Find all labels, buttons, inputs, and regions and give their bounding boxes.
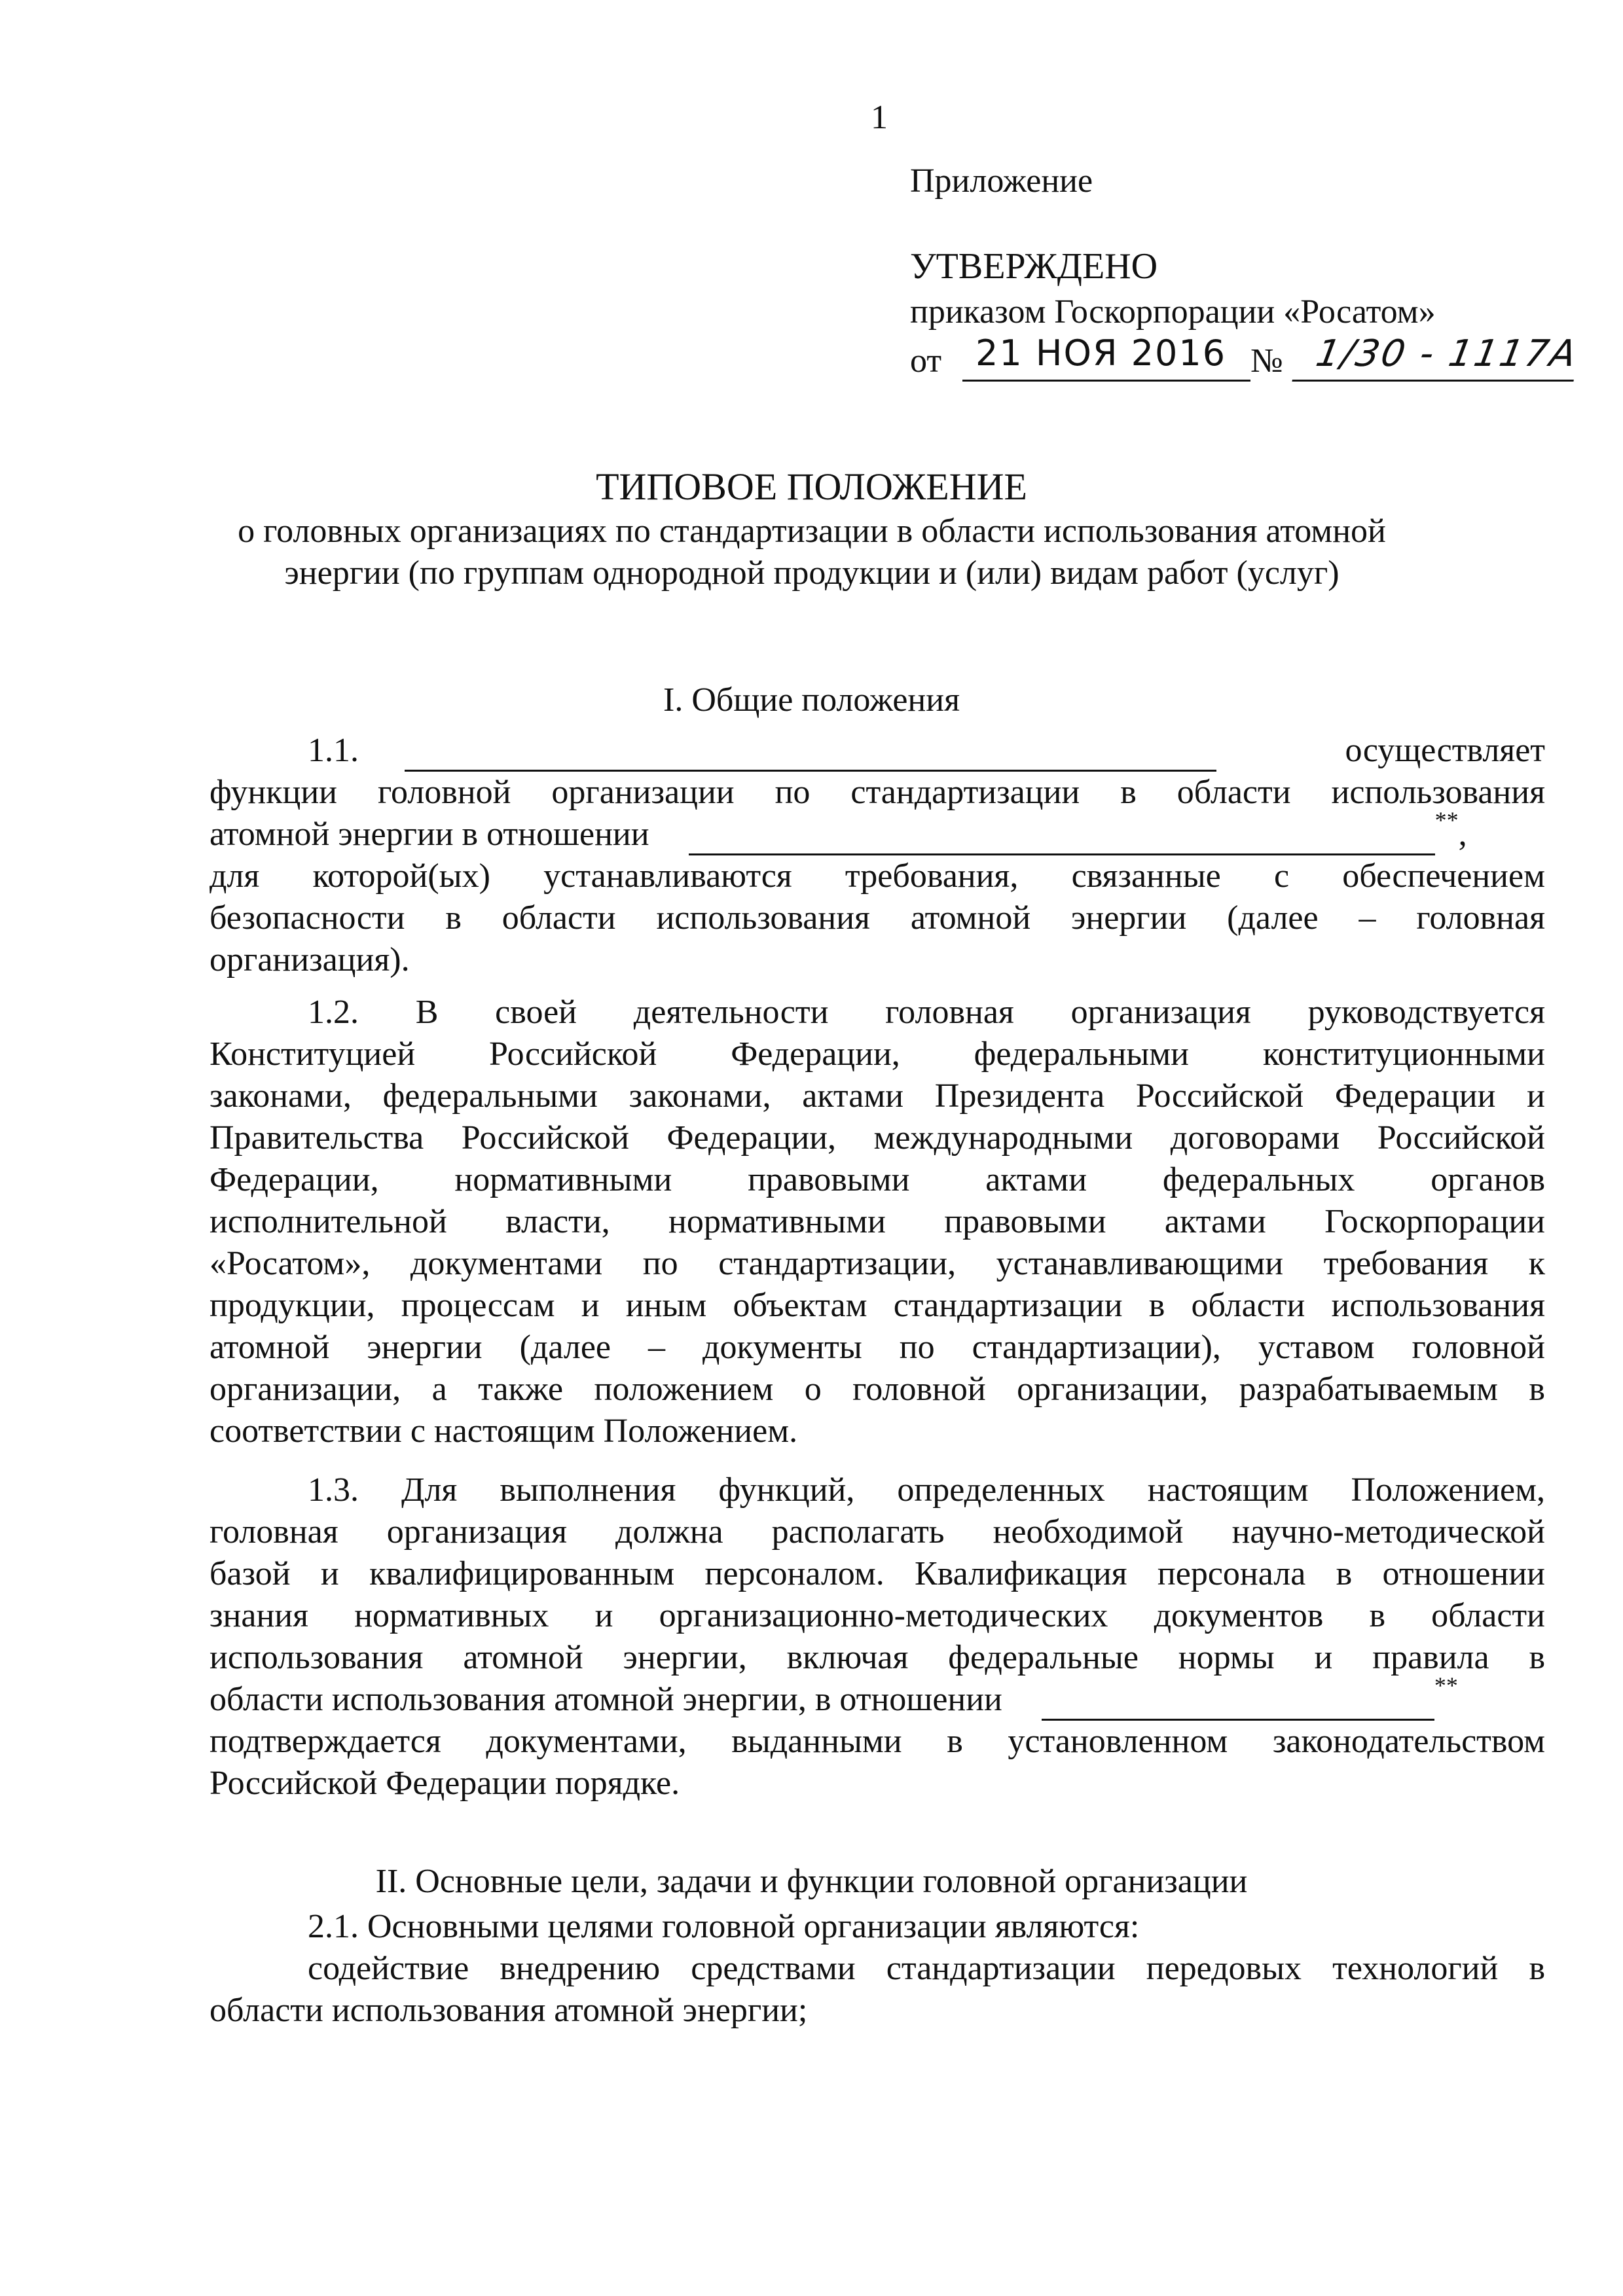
section-1-heading: I. Общие положения: [663, 681, 960, 719]
p13-line: Российской Федерации порядке.: [210, 1765, 680, 1802]
p11-line-2: функции головной организации по стандартизации в области использования: [210, 774, 1545, 811]
p13-line: использования атомной энергии, включая федеральные нормы и правила в: [210, 1639, 1545, 1676]
paragraph-1-3: [210, 1469, 1545, 1804]
p21-item-line-2: области использования атомной энергии;: [210, 1992, 808, 2029]
p12-line: атомной энергии (далее – документы по стандартизации), уставом головной: [210, 1329, 1545, 1366]
p12-line: Федерации, нормативными правовыми актами федеральных органов: [210, 1161, 1545, 1198]
p11-line-4: для которой(ых) устанавливаются требования, связанные с обеспечением: [210, 857, 1545, 895]
stamp-date: 21 НОЯ 2016: [962, 332, 1250, 382]
area-blank: [1042, 1689, 1434, 1721]
p11-end-word: осуществляет: [1345, 732, 1545, 769]
p13-line: 1.3. Для выполнения функций, определенных настоящим Положением,: [308, 1471, 1545, 1509]
subtitle-line-1: о головных организациях по стандартизации в области использования атомной: [238, 512, 1386, 550]
organization-name-blank: [405, 740, 1216, 772]
p11-comma: ,: [1458, 816, 1467, 853]
p11-line-5: безопасности в области использования атомной энергии (далее – головная: [210, 899, 1545, 937]
number-sign: №: [1250, 342, 1283, 380]
p11-line-3: [210, 807, 1545, 855]
p11-number: 1.1.: [308, 732, 359, 769]
paragraph-2-1: [210, 1906, 1545, 2032]
p21-line: 2.1. Основными целями головной организации являются:: [308, 1908, 1140, 1945]
p12-line: соответствии с настоящим Положением.: [210, 1412, 798, 1450]
p13-line: подтверждается документами, выданными в установленном законодательством: [210, 1723, 1545, 1760]
product-group-blank: [689, 823, 1435, 855]
from-label: от: [910, 342, 942, 380]
p12-line: Конституцией Российской Федерации, федеральными конституционными: [210, 1035, 1545, 1073]
p13-footnote-mark: **: [1434, 1672, 1458, 1698]
p13-line: базой и квалифицированным персоналом. Квалификация персонала в отношении: [210, 1555, 1545, 1592]
order-meta: [910, 332, 1582, 385]
document-title: ТИПОВОЕ ПОЛОЖЕНИЕ: [596, 465, 1027, 508]
subtitle-line-2: энергии (по группам однородной продукции и (или) видам работ (услуг): [284, 554, 1340, 592]
p12-line: «Росатом», документами по стандартизации, устанавливающими требования к: [210, 1245, 1545, 1282]
order-line: приказом Госкорпорации «Росатом»: [910, 293, 1436, 331]
p21-item-line-1: содействие внедрению средствами стандартизации передовых технологий в: [308, 1950, 1545, 1987]
section-2-heading: II. Основные цели, задачи и функции головной организации: [375, 1863, 1248, 1900]
p13-line: головная организация должна располагать необходимой научно-методической: [210, 1513, 1545, 1551]
p11-line-1: [210, 730, 1545, 772]
p12-line: организации, а также положением о головной организации, разрабатываемым в: [210, 1371, 1545, 1408]
p12-line: 1.2. В своей деятельности головная организация руководствуется: [308, 994, 1545, 1031]
appendix-label: Приложение: [910, 162, 1093, 200]
p13-blank-line-text: области использования атомной энергии, в отношении: [210, 1681, 1002, 1718]
handwritten-order-number: 1/30 - 1117А: [1292, 332, 1582, 382]
page-number: 1: [871, 99, 888, 136]
paragraph-1-2: [210, 992, 1545, 1452]
p12-line: законами, федеральными законами, актами Президента Российской Федерации и: [210, 1077, 1545, 1115]
paragraph-1-1: [210, 730, 1545, 981]
document-subtitle: [196, 511, 1427, 594]
p11-footnote-mark: **: [1434, 807, 1459, 833]
p11-line-3-text: атомной энергии в отношении: [210, 816, 649, 853]
approved-stamp-heading: УТВЕРЖДЕНО: [910, 246, 1158, 287]
p12-line: Правительства Российской Федерации, международными договорами Российской: [210, 1119, 1545, 1157]
p12-line: продукции, процессам и иным объектам стандартизации в области использования: [210, 1287, 1545, 1324]
p13-line: знания нормативных и организационно-методических документов в области: [210, 1597, 1545, 1634]
p12-line: исполнительной власти, нормативными правовыми актами Госкорпорации: [210, 1203, 1545, 1240]
p13-blank-line: [210, 1672, 1545, 1721]
p11-line-6: организация).: [210, 941, 410, 978]
